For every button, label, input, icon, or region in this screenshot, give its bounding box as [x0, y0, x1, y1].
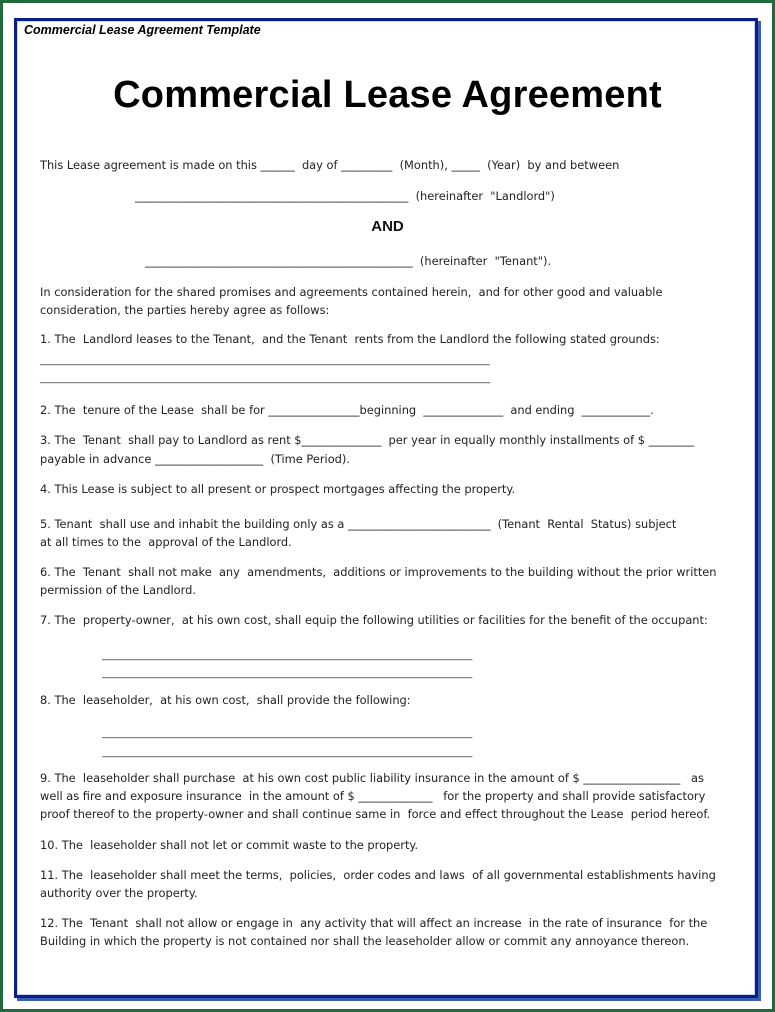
consideration-line-2: consideration, the parties hereby agree as follows: [40, 303, 330, 317]
clause-8-blank-1: _______________________________________________________________________________ [102, 728, 473, 739]
clause-9-text-3: proof thereof to the property-owner and shall continue same in force and effect throughout the Lease period hereof. [40, 807, 711, 821]
clause-5-text-1: 5. Tenant shall use and inhabit the building only as a _________________________ (Tenant Rental Status) subject [40, 517, 677, 531]
consideration-line-1: In consideration for the shared promises and agreements contained herein, and for other good and valuable [40, 285, 663, 299]
clause-11-text-1: 11. The leaseholder shall meet the terms, policies, order codes and laws of all governmental establishments having [40, 868, 716, 882]
clause-6-text-1: 6. The Tenant shall not make any amendments, additions or improvements to the building without the prior written [40, 565, 717, 579]
clause-11-text-2: authority over the property. [40, 886, 198, 900]
clause-8-text: 8. The leaseholder, at his own cost, shall provide the following: [40, 693, 411, 707]
clause-12-text-2: Building in which the property is not contained nor shall the leaseholder allow or commit any annoyance thereon. [40, 934, 690, 948]
clause-3-text-2: payable in advance ___________________ (Time Period). [40, 452, 350, 466]
clause-1-text: 1. The Landlord leases to the Tenant, and the Tenant rents from the Landlord the following stated grounds: [40, 332, 660, 346]
landlord-line: ________________________________________________ (hereinafter "Landlord") [135, 189, 555, 203]
clause-9-text-2: well as fire and exposure insurance in the amount of $ _____________ for the property and shall provide satisfactory [40, 789, 706, 803]
intro-line: This Lease agreement is made on this ______ day of _________ (Month), _____ (Year) by and between [40, 158, 620, 172]
clause-2-text: 2. The tenure of the Lease shall be for ________________beginning ______________ and ending ____________. [40, 403, 654, 417]
clause-12-text-1: 12. The Tenant shall not allow or engage in any activity that will affect an increase in the rate of insurance for the [40, 916, 708, 930]
clause-9-text-1: 9. The leaseholder shall purchase at his own cost public liability insurance in the amount of $ _________________ as [40, 771, 704, 785]
clause-7-blank-1: _______________________________________________________________________________ [102, 650, 473, 661]
clause-1-blank-1: ________________________________________________________________________________________________ [40, 355, 490, 366]
clause-4-text: 4. This Lease is subject to all present or prospect mortgages affecting the property. [40, 482, 516, 496]
clause-10-text: 10. The leaseholder shall not let or commit waste to the property. [40, 838, 419, 852]
document-caption: Commercial Lease Agreement Template [24, 23, 261, 37]
clause-6-text-2: permission of the Landlord. [40, 583, 196, 597]
and-separator: AND [371, 218, 404, 235]
tenant-line: _______________________________________________ (hereinafter "Tenant"). [145, 254, 552, 268]
clause-5-text-2: at all times to the approval of the Landlord. [40, 535, 292, 549]
document-title: Commercial Lease Agreement [113, 74, 662, 116]
clause-8-blank-2: _______________________________________________________________________________ [102, 747, 473, 758]
clause-7-text: 7. The property-owner, at his own cost, shall equip the following utilities or facilities for the benefit of the occupant: [40, 613, 708, 627]
clause-1-blank-2: ________________________________________________________________________________________________ [40, 373, 490, 384]
clause-3-text-1: 3. The Tenant shall pay to Landlord as rent $______________ per year in equally monthly installments of $ ________ [40, 433, 695, 447]
clause-7-blank-2: _______________________________________________________________________________ [102, 668, 473, 679]
